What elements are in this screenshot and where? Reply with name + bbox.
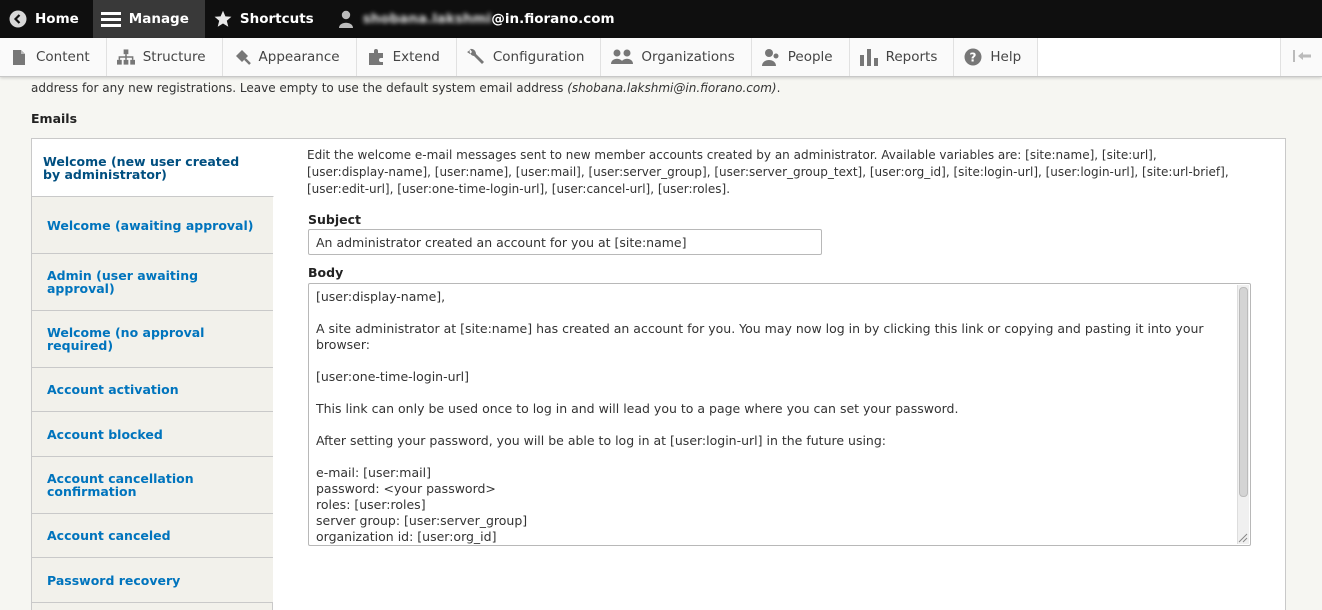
subject-label: Subject	[308, 212, 361, 227]
tab-welcome-admin-created[interactable]	[32, 139, 274, 197]
body-line: This link can only be used once to log in and will lead you to a page where you can set your password.	[316, 401, 959, 416]
tab-pane	[307, 147, 1267, 198]
default-email: (shobana.lakshmi@in.fiorano.com)	[567, 81, 777, 95]
body-textarea[interactable]	[308, 283, 1251, 546]
scrollbar-thumb[interactable]	[1239, 287, 1248, 497]
body-line: e-mail: [user:mail]	[316, 465, 431, 480]
body-line: After setting your password, you will be able to log in at [user:login-url] in the future using:	[316, 433, 886, 448]
star-icon	[214, 10, 232, 28]
tray-item-label: Appearance	[258, 49, 340, 65]
user-icon	[337, 10, 355, 28]
toolbar-home[interactable]	[0, 0, 93, 38]
tray-item-organizations[interactable]	[601, 38, 751, 76]
tray-item-appearance[interactable]	[223, 38, 357, 76]
description-text: address for any new registrations. Leave empty to use the default system email address	[31, 81, 568, 95]
tray-item-people[interactable]	[752, 38, 850, 76]
body-scrollbar[interactable]	[1237, 285, 1249, 544]
sitemap-icon	[117, 48, 135, 66]
body-label: Body	[308, 265, 344, 280]
body-line	[316, 449, 1226, 465]
tray-item-configuration[interactable]	[457, 38, 602, 76]
group-icon	[611, 48, 633, 66]
tray-item-reports[interactable]	[850, 38, 955, 76]
body-line: [user:one-time-login-url]	[316, 369, 470, 384]
tray-item-label: Help	[990, 49, 1022, 65]
tray-item-label: Content	[36, 49, 90, 65]
description-end: .	[776, 81, 781, 95]
svg-text:?: ?	[969, 50, 977, 65]
tab-label: Account canceled	[47, 528, 171, 543]
email-vertical-tabs	[31, 138, 1286, 610]
tab-admin-user-awaiting-approval[interactable]	[32, 254, 273, 311]
admin-toolbar	[0, 0, 1322, 38]
user-domain: @in.fiorano.com	[491, 11, 615, 27]
tab-label: Welcome (no approval required)	[47, 325, 205, 353]
body-line	[316, 385, 1226, 401]
toolbar-tray	[0, 38, 1322, 77]
body-line: roles: [user:roles]	[316, 497, 426, 512]
tab-label: Account blocked	[47, 426, 163, 442]
tray-item-label: People	[787, 49, 833, 65]
emails-heading: Emails	[31, 111, 78, 126]
bar-chart-icon	[860, 48, 878, 66]
file-icon	[10, 48, 28, 66]
tray-item-label: Configuration	[492, 49, 585, 65]
tray-item-label: Organizations	[641, 49, 735, 65]
toolbar-user[interactable]	[328, 0, 629, 38]
toolbar-home-label: Home	[35, 11, 79, 27]
vertical-tabs-menu	[32, 139, 273, 610]
wrench-icon	[467, 48, 485, 66]
site-mail-description	[31, 81, 780, 95]
tab-label: Admin (user awaiting approval)	[47, 268, 199, 296]
subject-input[interactable]	[308, 229, 822, 255]
body-line	[316, 305, 1226, 321]
chevron-left-circle-icon	[9, 10, 27, 28]
tab-label: Account activation	[47, 382, 179, 397]
tab-account-canceled[interactable]	[32, 514, 273, 558]
tab-welcome-awaiting-approval[interactable]	[32, 197, 273, 254]
tray-item-help[interactable]	[954, 38, 1038, 76]
toolbar-shortcuts-label: Shortcuts	[239, 11, 314, 27]
body-line: server group: [user:server_group]	[316, 513, 528, 528]
tray-item-label: Structure	[142, 49, 206, 65]
tab-label: Password recovery	[47, 572, 181, 588]
tray-item-extend[interactable]	[357, 38, 457, 76]
people-icon	[762, 48, 780, 66]
tray-item-content[interactable]	[0, 38, 107, 76]
tab-account-cancellation-confirmation[interactable]	[32, 457, 273, 514]
paint-roller-icon	[233, 48, 251, 66]
collapse-left-icon	[1292, 48, 1312, 67]
toolbar-manage-label: Manage	[128, 11, 189, 27]
tray-item-label: Extend	[392, 49, 440, 65]
tray-item-structure[interactable]	[107, 38, 223, 76]
tab-account-blocked[interactable]	[32, 412, 273, 457]
body-line: A site administrator at [site:name] has created an account for you. You may now log in by clicking this link or copying and pasting it into your browser:	[316, 321, 1204, 352]
tab-label: Welcome (new user created by administrator)	[43, 153, 240, 182]
tab-welcome-no-approval[interactable]	[32, 311, 273, 368]
resize-grip-icon[interactable]	[1238, 533, 1248, 543]
help-icon	[964, 48, 982, 66]
toolbar-shortcuts[interactable]	[205, 0, 328, 38]
tab-label: Account cancellation confirmation	[47, 471, 194, 499]
tab-password-recovery[interactable]	[32, 558, 273, 603]
menu-icon	[101, 10, 121, 28]
user-name-redacted: shobana.lakshmi	[362, 11, 492, 27]
tab-account-activation[interactable]	[32, 368, 273, 412]
body-line	[316, 353, 1226, 369]
toolbar-manage[interactable]	[93, 0, 205, 38]
body-line: organization id: [user:org_id]	[316, 529, 497, 544]
body-line: password: <your password>	[316, 481, 496, 496]
puzzle-icon	[367, 48, 385, 66]
body-text	[309, 284, 1250, 545]
tray-orientation-toggle[interactable]	[1280, 38, 1322, 76]
body-line	[316, 417, 1226, 433]
tray-item-label: Reports	[885, 49, 938, 65]
tab-label: Welcome (awaiting approval)	[47, 217, 254, 233]
body-line: [user:display-name],	[316, 289, 446, 304]
pane-description: Edit the welcome e-mail messages sent to new member accounts created by an administrator. Available variables are: [site:name], [site:url], [user:display-name], [user:name], [user:mail], [user:server_group], [user:server_group_text], [user:org_id], [site:login-url], [user:login-url], [site:url-brief], [user:edit-url], [user:one-time-login-url], [user:cancel-url], [user:roles].	[307, 148, 1229, 196]
